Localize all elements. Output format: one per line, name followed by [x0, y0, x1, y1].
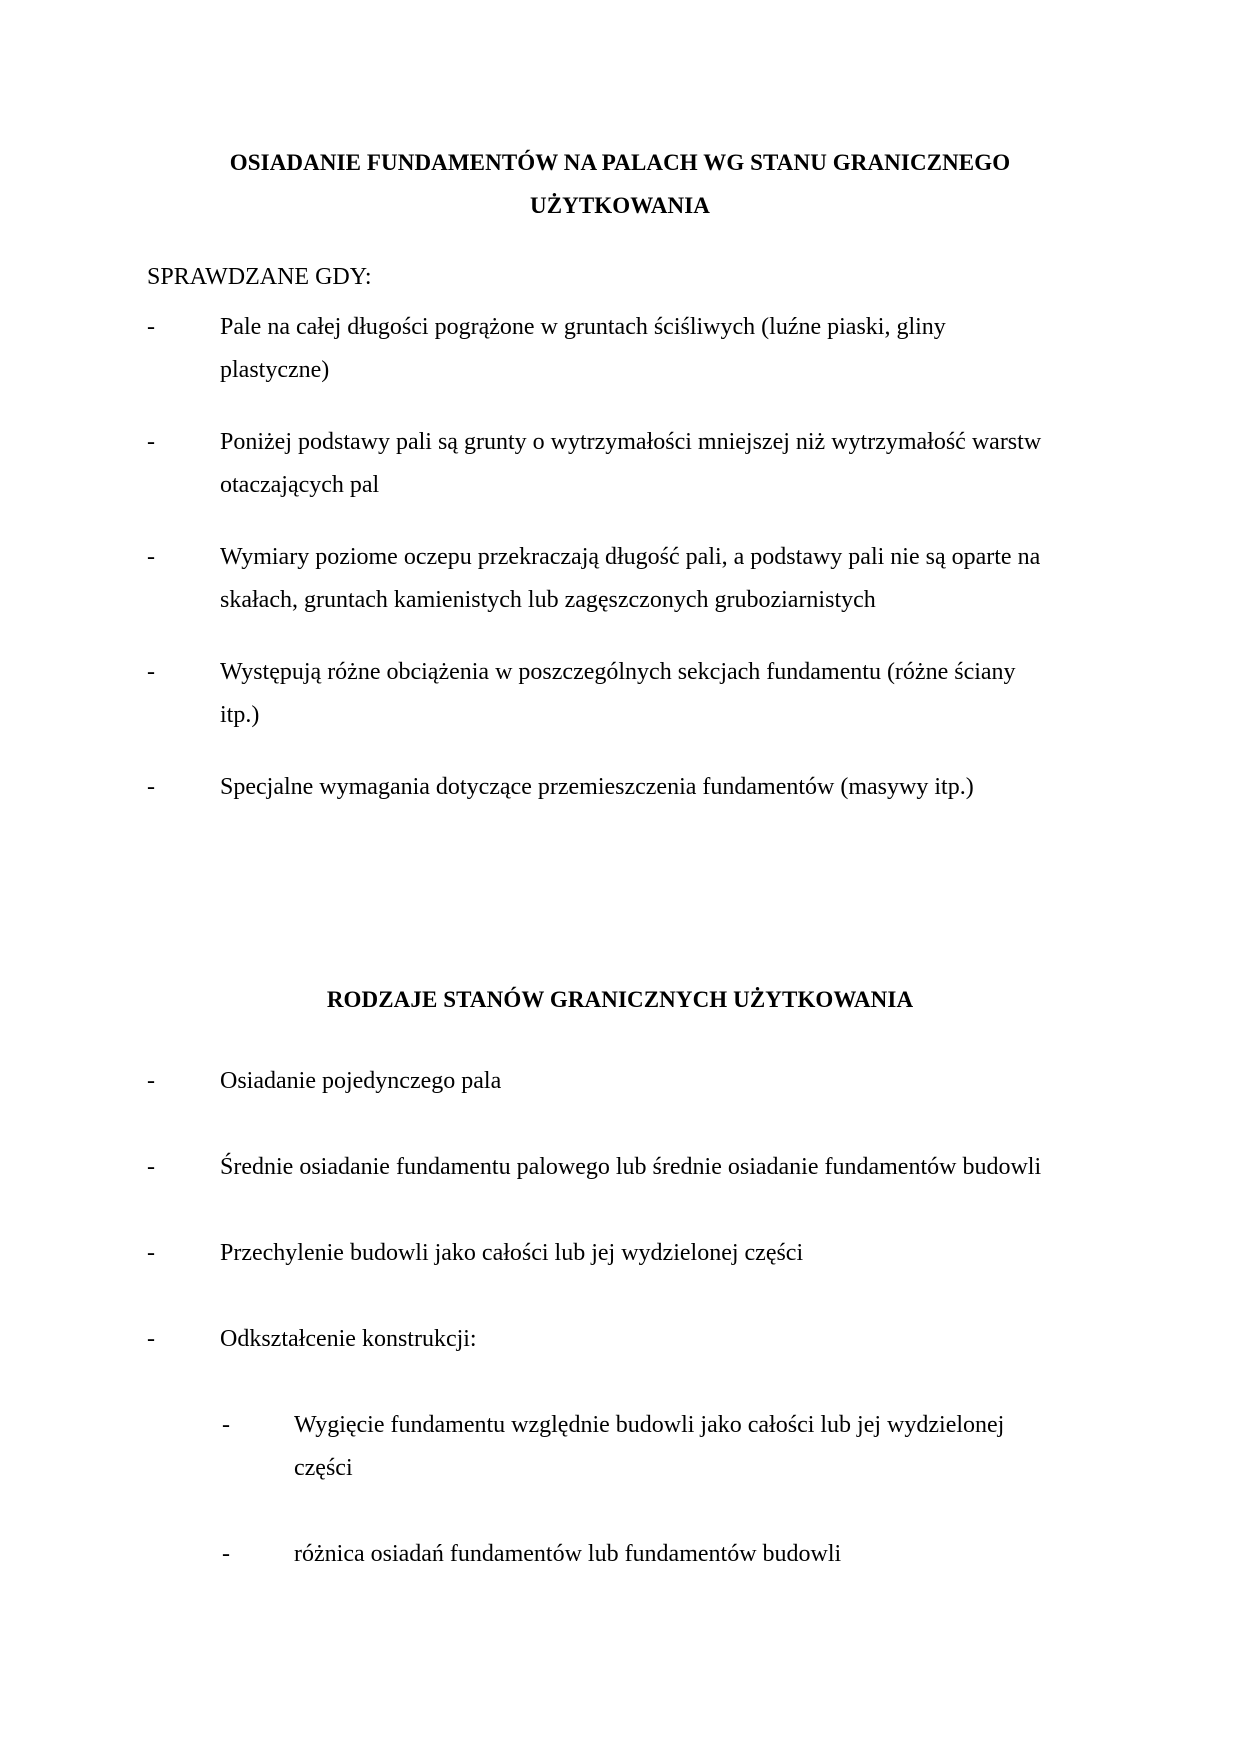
list-item-line: Pale na całej długości pogrążone w gruntach ściśliwych (luźne piaski, gliny	[220, 314, 946, 340]
bullet-dash: -	[222, 1541, 230, 1567]
list-item-text	[294, 1404, 1100, 1490]
list-item-text: Przechylenie budowli jako całości lub jej wydzielonej części	[220, 1240, 804, 1266]
list-item-line: Wymiary poziome oczepu przekraczają długość pali, a podstawy pali nie są oparte na	[220, 544, 1041, 570]
list-item-line: skałach, gruntach kamienistych lub zagęszczonych gruboziarnistych	[220, 587, 876, 613]
bullet-dash: -	[147, 1068, 155, 1094]
list-item-line: części	[294, 1455, 353, 1481]
bullet-dash: -	[222, 1412, 230, 1438]
bullet-dash: -	[147, 774, 155, 800]
list-item-text	[220, 536, 1100, 622]
bullet-dash: -	[147, 544, 155, 570]
checked-when-heading: SPRAWDZANE GDY:	[147, 264, 372, 290]
bullet-dash: -	[147, 1326, 155, 1352]
bullet-dash: -	[147, 314, 155, 340]
list-item-line: otaczających pal	[220, 472, 380, 498]
list-item-line: Występują różne obciążenia w poszczególnych sekcjach fundamentu (różne ściany	[220, 659, 1016, 685]
document-title	[140, 141, 1100, 227]
bullet-dash: -	[147, 659, 155, 685]
list-item-line: Wygięcie fundamentu względnie budowli jako całości lub jej wydzielonej	[294, 1412, 1005, 1438]
bullet-dash: -	[147, 1154, 155, 1180]
list-item-text	[220, 651, 1100, 737]
list-item-line: Specjalne wymagania dotyczące przemieszczenia fundamentów (masywy itp.)	[220, 774, 974, 800]
document-title-line-1: OSIADANIE FUNDAMENTÓW NA PALACH WG STANU GRANICZNEGO	[229, 150, 1011, 175]
list-item-text: Osiadanie pojedynczego pala	[220, 1068, 502, 1094]
bullet-dash: -	[147, 429, 155, 455]
list-item-text	[220, 306, 1100, 392]
list-item-text	[294, 1533, 1100, 1576]
list-item-line: Poniżej podstawy pali są grunty o wytrzymałości mniejszej niż wytrzymałość warstw	[220, 429, 1042, 455]
list-item-text: Średnie osiadanie fundamentu palowego lub średnie osiadanie fundamentów budowli	[220, 1154, 1042, 1180]
section-title-limit-states: RODZAJE STANÓW GRANICZNYCH UŻYTKOWANIA	[326, 987, 914, 1012]
list-item-line: różnica osiadań fundamentów lub fundamentów budowli	[294, 1541, 842, 1567]
list-item-text: Odkształcenie konstrukcji:	[220, 1326, 477, 1352]
list-item-text	[220, 766, 1100, 809]
bullet-dash: -	[147, 1240, 155, 1266]
list-item-line: itp.)	[220, 702, 260, 728]
document-title-line-2: UŻYTKOWANIA	[529, 193, 710, 218]
list-item-text	[220, 421, 1100, 507]
list-item-line: plastyczne)	[220, 357, 330, 383]
